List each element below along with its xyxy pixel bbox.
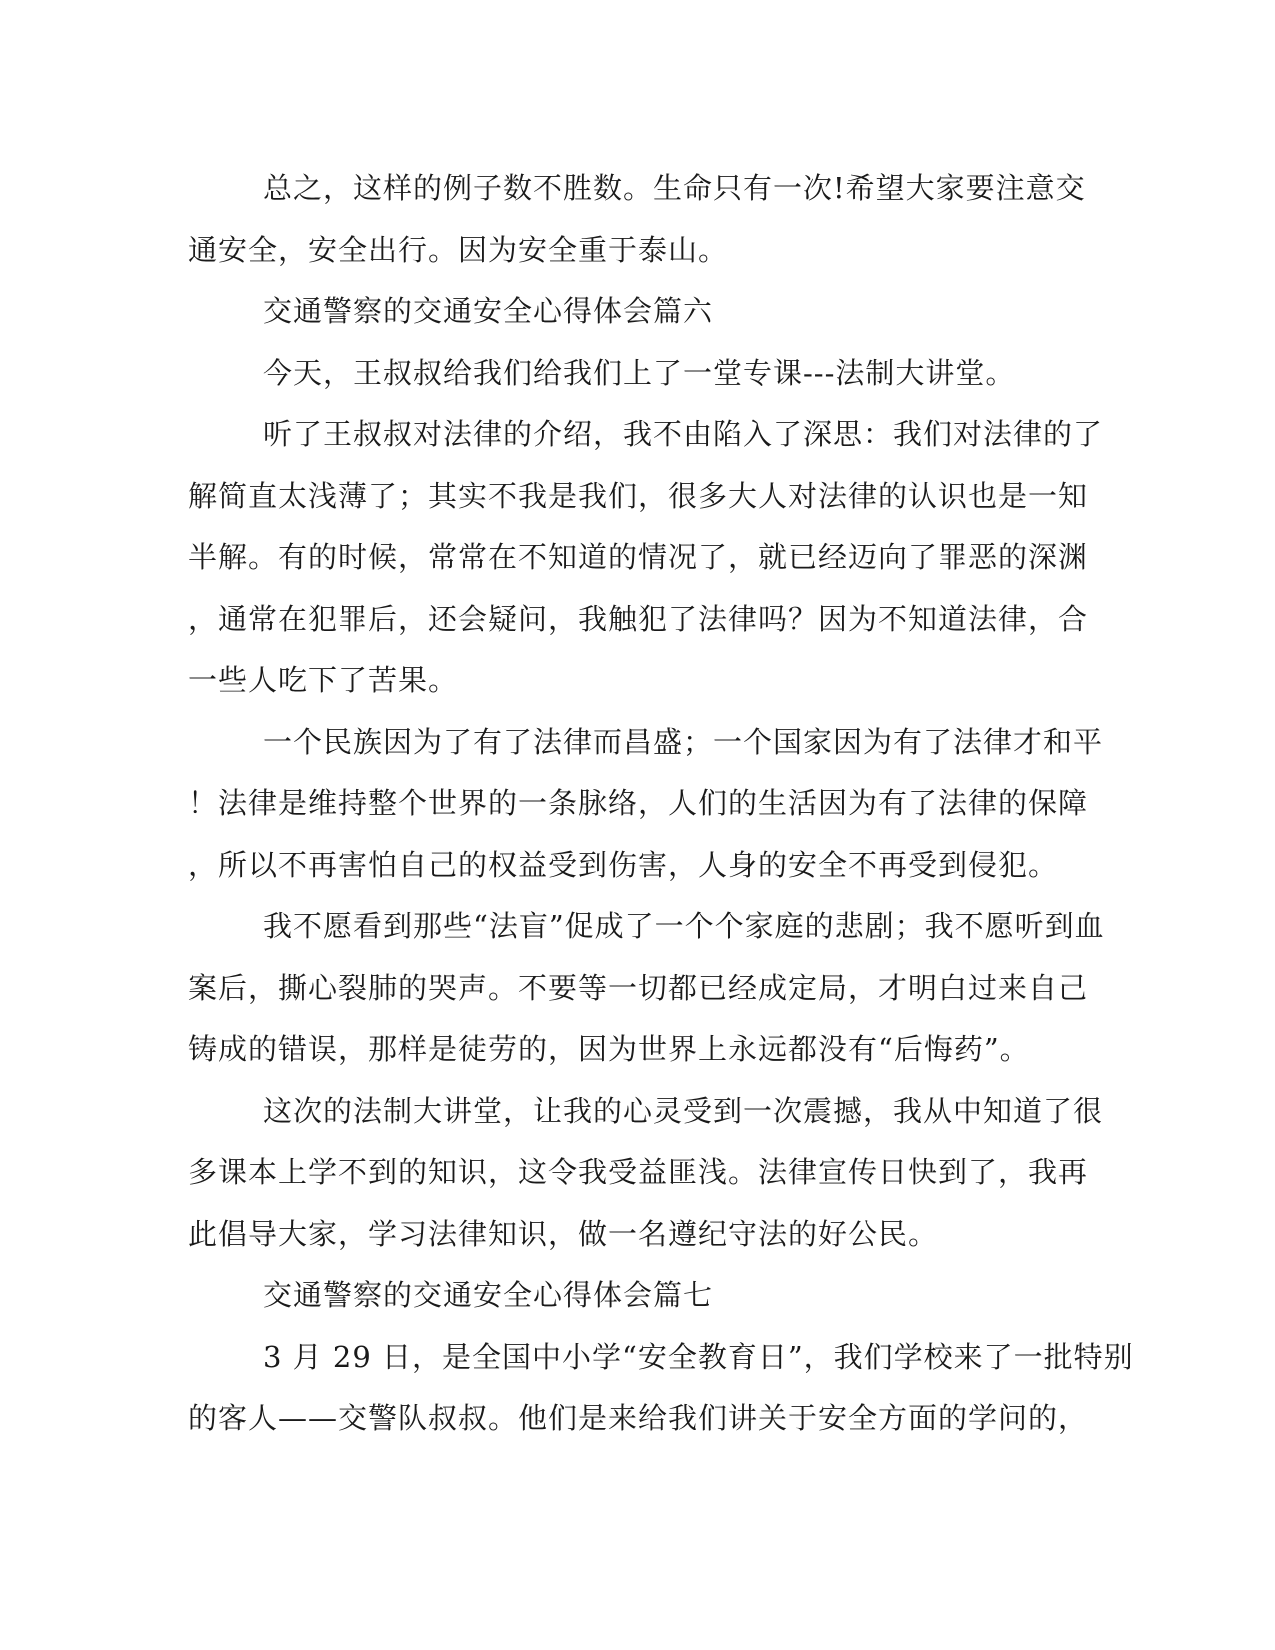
text-line: 一个民族因为了有了法律而昌盛；一个国家因为有了法律才和平 — [263, 724, 1104, 759]
text-line: 解简直太浅薄了；其实不我是我们，很多大人对法律的认识也是一知 — [188, 478, 1089, 513]
text-line: 通安全，安全出行。因为安全重于泰山。 — [188, 232, 729, 267]
text-line: 半解。有的时候，常常在不知道的情况了，就已经迈向了罪恶的深渊 — [188, 540, 1089, 574]
section-heading: 交通警察的交通安全心得体会篇六 — [263, 294, 714, 328]
text-line: 此倡导大家，学习法律知识，做一名遵纪守法的好公民。 — [188, 1216, 939, 1251]
text-line: 3 月 29 日，是全国中小学“安全教育日”，我们学校来了一批特别 — [263, 1339, 1134, 1374]
text-line: 铸成的错误，那样是徒劳的，因为世界上永远都没有“后悔药”。 — [188, 1032, 1030, 1066]
text-line: 一些人吃下了苦果。 — [188, 663, 459, 697]
text-line: 总之，这样的例子数不胜数。生命只有一次!希望大家要注意交 — [263, 171, 1086, 205]
text-line: 的客人——交警队叔叔。他们是来给我们讲关于安全方面的学问的， — [188, 1401, 1089, 1435]
text-line: 案后，撕心裂肺的哭声。不要等一切都已经成定局，才明白过来自己 — [188, 970, 1089, 1005]
text-line: 我不愿看到那些“法盲”促成了一个个家庭的悲剧；我不愿听到血 — [263, 909, 1105, 943]
text-line: 多课本上学不到的知识，这令我受益匪浅。法律宣传日快到了，我再 — [188, 1155, 1089, 1189]
text-line: 听了王叔叔对法律的介绍，我不由陷入了深思：我们对法律的了 — [263, 417, 1104, 451]
text-line: 今天，王叔叔给我们给我们上了一堂专课---法制大讲堂。 — [263, 355, 1016, 390]
text-line: ，通常在犯罪后，还会疑问，我触犯了法律吗？因为不知道法律，合 — [188, 601, 1089, 636]
text-line: ，所以不再害怕自己的权益受到伤害，人身的安全不再受到侵犯。 — [188, 847, 1059, 882]
text-line: ！法律是维持整个世界的一条脉络，人们的生活因为有了法律的保障 — [188, 786, 1089, 820]
text-line: 这次的法制大讲堂，让我的心灵受到一次震撼，我从中知道了很 — [263, 1093, 1104, 1128]
document-body — [188, 158, 1134, 1450]
section-heading: 交通警察的交通安全心得体会篇七 — [263, 1278, 714, 1312]
